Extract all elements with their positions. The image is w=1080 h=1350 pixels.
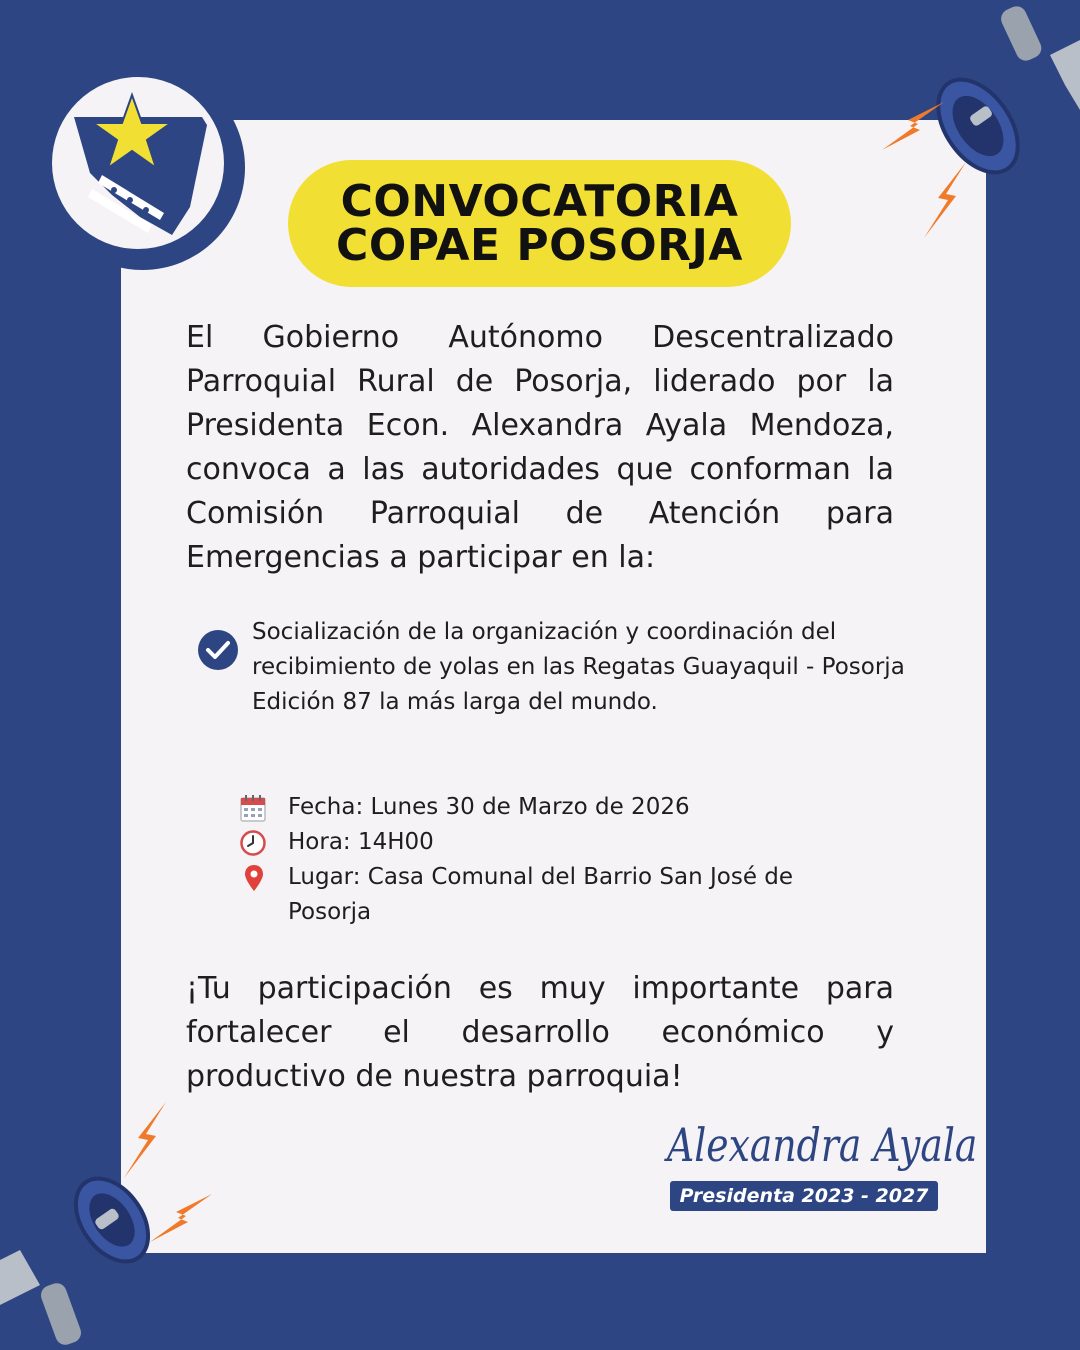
lightning-icon (880, 100, 946, 152)
place-row (240, 860, 840, 930)
parish-logo-icon (52, 77, 224, 249)
time-row (240, 825, 840, 860)
date-row (240, 790, 840, 825)
title-banner (288, 160, 791, 287)
check-circle-icon (197, 629, 239, 671)
lightning-icon (120, 1100, 170, 1180)
lightning-icon (148, 1192, 214, 1244)
calendar-icon (240, 790, 288, 825)
lightning-icon (920, 160, 970, 240)
megaphone-icon (930, 0, 1080, 185)
place-text: Lugar: Casa Comunal del Barrio San José de Posorja (288, 864, 794, 925)
signature: Alexandra Ayala (667, 1118, 978, 1172)
megaphone-icon (0, 1165, 150, 1350)
closing-paragraph: ¡Tu participación es muy importante para fortalecer el desarrollo económico y productivo de nuestra parroquia! (186, 971, 894, 1094)
agenda-item: Socialización de la organización y coordinación del recibimiento de yolas en las Regatas Guayaquil - Posorja Edición 87 la más larga del mundo. (252, 619, 905, 715)
event-details (240, 790, 840, 930)
role-badge: Presidenta 2023 - 2027 (670, 1181, 938, 1211)
title-line-2: COPAE POSORJA (336, 219, 743, 271)
title-line-1: CONVOCATORIA (340, 175, 739, 227)
time-text: Hora: 14H00 (288, 829, 434, 855)
intro-paragraph: El Gobierno Autónomo Descentralizado Parroquial Rural de Posorja, liderado por la Presidenta Econ. Alexandra Ayala Mendoza, convoca a las autoridades que conforman la Comisión Parroquial de Atención para Emergencias a participar en la: (186, 320, 894, 575)
date-text: Fecha: Lunes 30 de Marzo de 2026 (288, 794, 690, 820)
clock-icon (240, 825, 288, 860)
location-pin-icon (240, 860, 288, 895)
